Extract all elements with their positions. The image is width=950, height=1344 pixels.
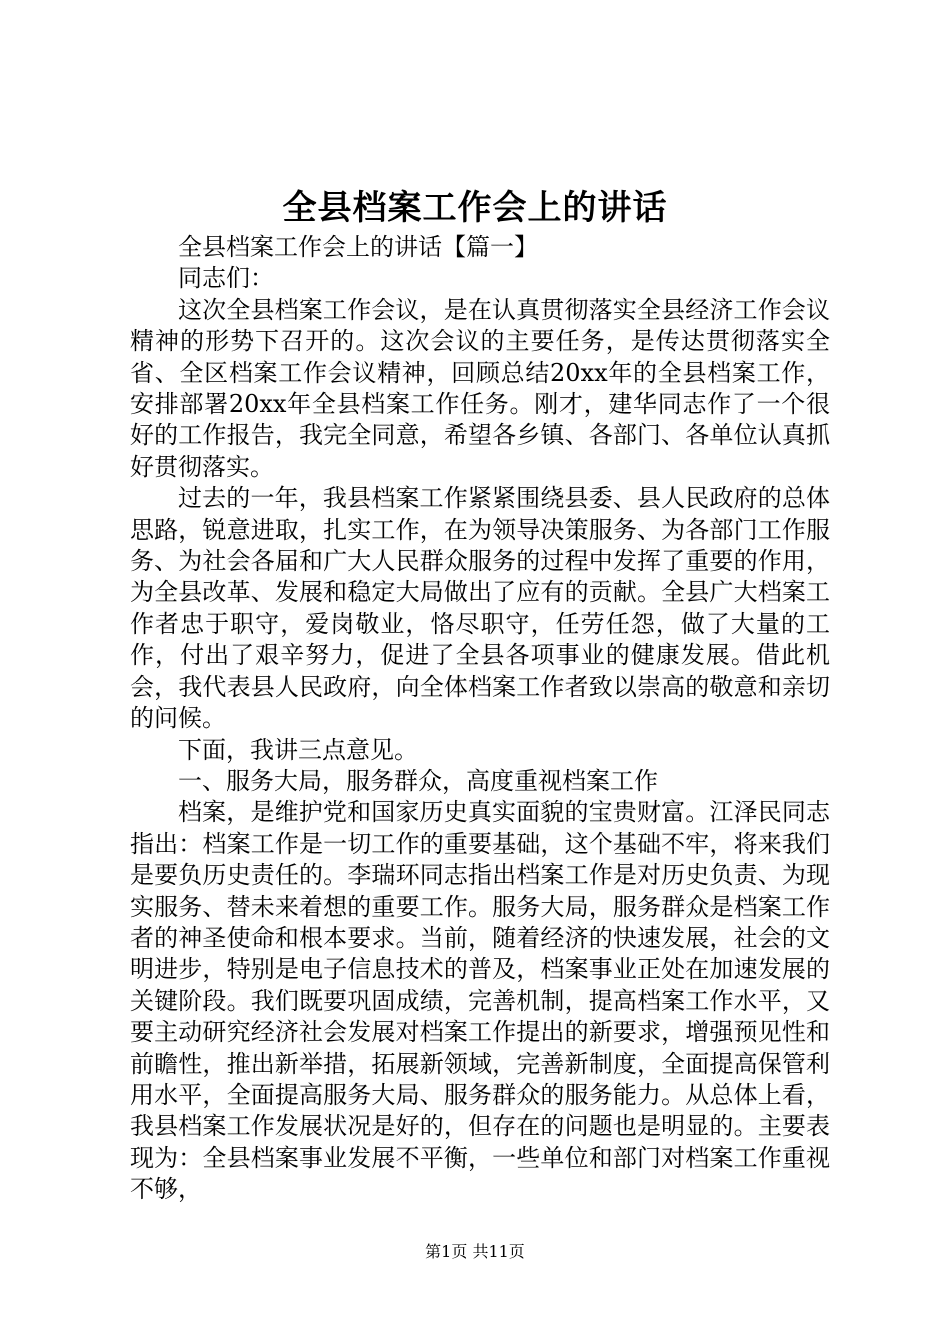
section-heading-point-one: 一、服务大局，服务群众，高度重视档案工作: [178, 766, 658, 795]
paragraph-three-points-intro: 下面，我讲三点意见。: [178, 735, 418, 764]
page-number-footer: 第1页 共11页: [425, 1242, 525, 1261]
paragraph-archives-importance: 档案，是维护党和国家历史真实面貌的宝贵财富。江泽民同志指出：档案工作是一切工作的重要基础，这个基础不牢，将来我们是要负历史责任的。李瑞环同志指出档案工作是对历史负责、为现实服务、替未来着想的重要工作。服务大局，服务群众是档案工作者的神圣使命和根本要求。当前，随着经济的快速发展，社会的文明进步，特别是电子信息技术的普及，档案事业正处在加速发展的关键阶段。我们既要巩固成绩，完善机制，提高档案工作水平，又要主动研究经济社会发展对档案工作提出的新要求，增强预见性和前瞻性，推出新举措，拓展新领域，完善新制度，全面提高保管利用水平，全面提高服务大局、服务群众的服务能力。从总体上看，我县档案工作发展状况是好的，但存在的问题也是明显的。主要表现为：全县档案事业发展不平衡，一些单位和部门对档案工作重视不够，: [130, 798, 830, 1204]
document-title: 全县档案工作会上的讲话: [282, 188, 668, 228]
section-heading-part-one: 全县档案工作会上的讲话【篇一】: [178, 233, 538, 261]
salutation: 同志们：: [178, 264, 274, 293]
document-body: [130, 232, 830, 1206]
paragraph-meeting-purpose: 这次全县档案工作会议，是在认真贯彻落实全县经济工作会议精神的形势下召开的。这次会议的主要任务，是传达贯彻落实全省、全区档案工作会议精神，回顾总结20xx年的全县档案工作，安排部署20xx年全县档案工作任务。刚才，建华同志作了一个很好的工作报告，我完全同意，希望各乡镇、各部门、各单位认真抓好贯彻落实。: [130, 295, 830, 481]
paragraph-past-year-review: 过去的一年，我县档案工作紧紧围绕县委、县人民政府的总体思路，锐意进取，扎实工作，在为领导决策服务、为各部门工作服务、为社会各届和广大人民群众服务的过程中发挥了重要的作用，为全县改革、发展和稳定大局做出了应有的贡献。全县广大档案工作者忠于职守，爱岗敬业，恪尽职守，任劳任怨，做了大量的工作，付出了艰辛努力，促进了全县各项事业的健康发展。借此机会，我代表县人民政府，向全体档案工作者致以崇高的敬意和亲切的问候。: [130, 484, 830, 733]
